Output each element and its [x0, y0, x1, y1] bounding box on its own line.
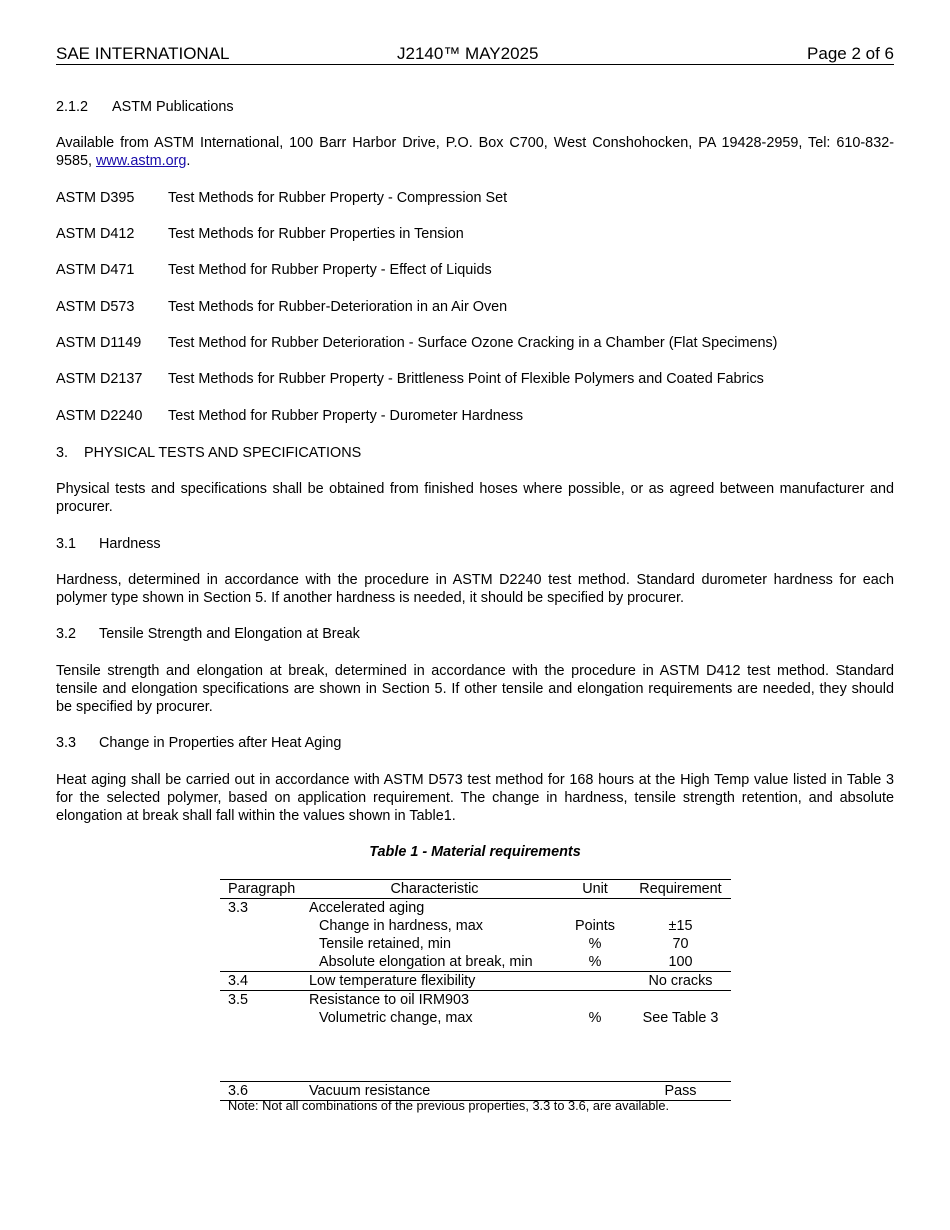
section-3-2-body: Tensile strength and elongation at break, determined in accordance with the procedure in ASTM D412 test method. Standard tensile and elongation specifications are shown in Section 5. If other tensile and elongation requirements are needed, they should be specified by procurer.	[56, 663, 894, 715]
reference-item: ASTM D1149 Test Method for Rubber Deterioration - Surface Ozone Cracking in a Chamber (Flat Specimens)	[56, 335, 778, 351]
section-3-3-body: Heat aging shall be carried out in accordance with ASTM D573 test method for 168 hours at the High Temp value listed in Table 3 for the selected polymer, based on application requirement. The change in hardness, tensile strength retention, and absolute elongation at break shall fall within the values shown in Table1.	[56, 772, 894, 824]
astm-availability-paragraph: Available from ASTM International, 100 Barr Harbor Drive, P.O. Box C700, West Conshohocken, PA 19428-2959, Tel: 610-832-9585, www.astm.org.	[56, 135, 894, 169]
section-3-3-heading: 3.3 Change in Properties after Heat Aging	[56, 735, 342, 751]
table-1-caption: Table 1 - Material requirements	[369, 844, 581, 860]
table-row: 3.3 Accelerated aging	[228, 900, 425, 916]
reference-item: ASTM D2240 Test Method for Rubber Property - Durometer Hardness	[56, 408, 524, 424]
table-row: 3.6 Vacuum resistance Pass	[220, 1082, 731, 1101]
section-3-1-heading: 3.1 Hardness	[56, 536, 161, 552]
reference-item: ASTM D2137 Test Methods for Rubber Property - Brittleness Point of Flexible Polymers and Coated Fabrics	[56, 371, 764, 387]
table-row: 3.5 Resistance to oil IRM903	[228, 992, 469, 1008]
reference-item: ASTM D395 Test Methods for Rubber Property - Compression Set	[56, 190, 508, 206]
col-unit: Unit	[582, 881, 608, 897]
table-row: Change in hardness, max Points ±15	[319, 918, 693, 934]
section-3-2-heading: 3.2 Tensile Strength and Elongation at Break	[56, 626, 360, 642]
reference-item: ASTM D412 Test Methods for Rubber Properties in Tension	[56, 226, 464, 242]
table-row: Tensile retained, min % 70	[319, 936, 689, 952]
col-characteristic: Characteristic	[390, 881, 479, 897]
reference-item: ASTM D471 Test Method for Rubber Property - Effect of Liquids	[56, 262, 492, 278]
table-row: Volumetric change, max % See Table 3	[319, 1010, 719, 1026]
table-row: Absolute elongation at break, min % 100	[220, 953, 731, 972]
header-page-number: Page 2 of 6	[807, 44, 894, 63]
table-spacer-row	[220, 1027, 731, 1082]
section-3-body: Physical tests and specifications shall be obtained from finished hoses where possible, or as agreed between manufacturer and procurer.	[56, 481, 894, 515]
section-3-heading: 3. PHYSICAL TESTS AND SPECIFICATIONS	[56, 445, 362, 461]
astm-website-link[interactable]: www.astm.org	[96, 153, 187, 169]
table-row: 3.4 Low temperature flexibility No cracks	[220, 972, 731, 991]
table-1-note: Note: Not all combinations of the previous properties, 3.3 to 3.6, are available.	[228, 1098, 670, 1113]
header-doc-id: J2140™ MAY2025	[397, 44, 539, 63]
section-2-1-2-heading: 2.1.2 ASTM Publications	[56, 99, 234, 115]
page-header	[56, 44, 894, 65]
section-3-1-body: Hardness, determined in accordance with the procedure in ASTM D2240 test method. Standard durometer hardness for each polymer type shown in Section 5. If another hardness is needed, it should be specified by procurer.	[56, 572, 894, 606]
material-requirements-table	[220, 879, 731, 1101]
table-header-row	[220, 880, 731, 899]
reference-item: ASTM D573 Test Methods for Rubber-Deterioration in an Air Oven	[56, 299, 508, 315]
col-requirement: Requirement	[639, 881, 722, 897]
col-paragraph: Paragraph	[228, 881, 296, 897]
header-org: SAE INTERNATIONAL	[56, 44, 230, 63]
